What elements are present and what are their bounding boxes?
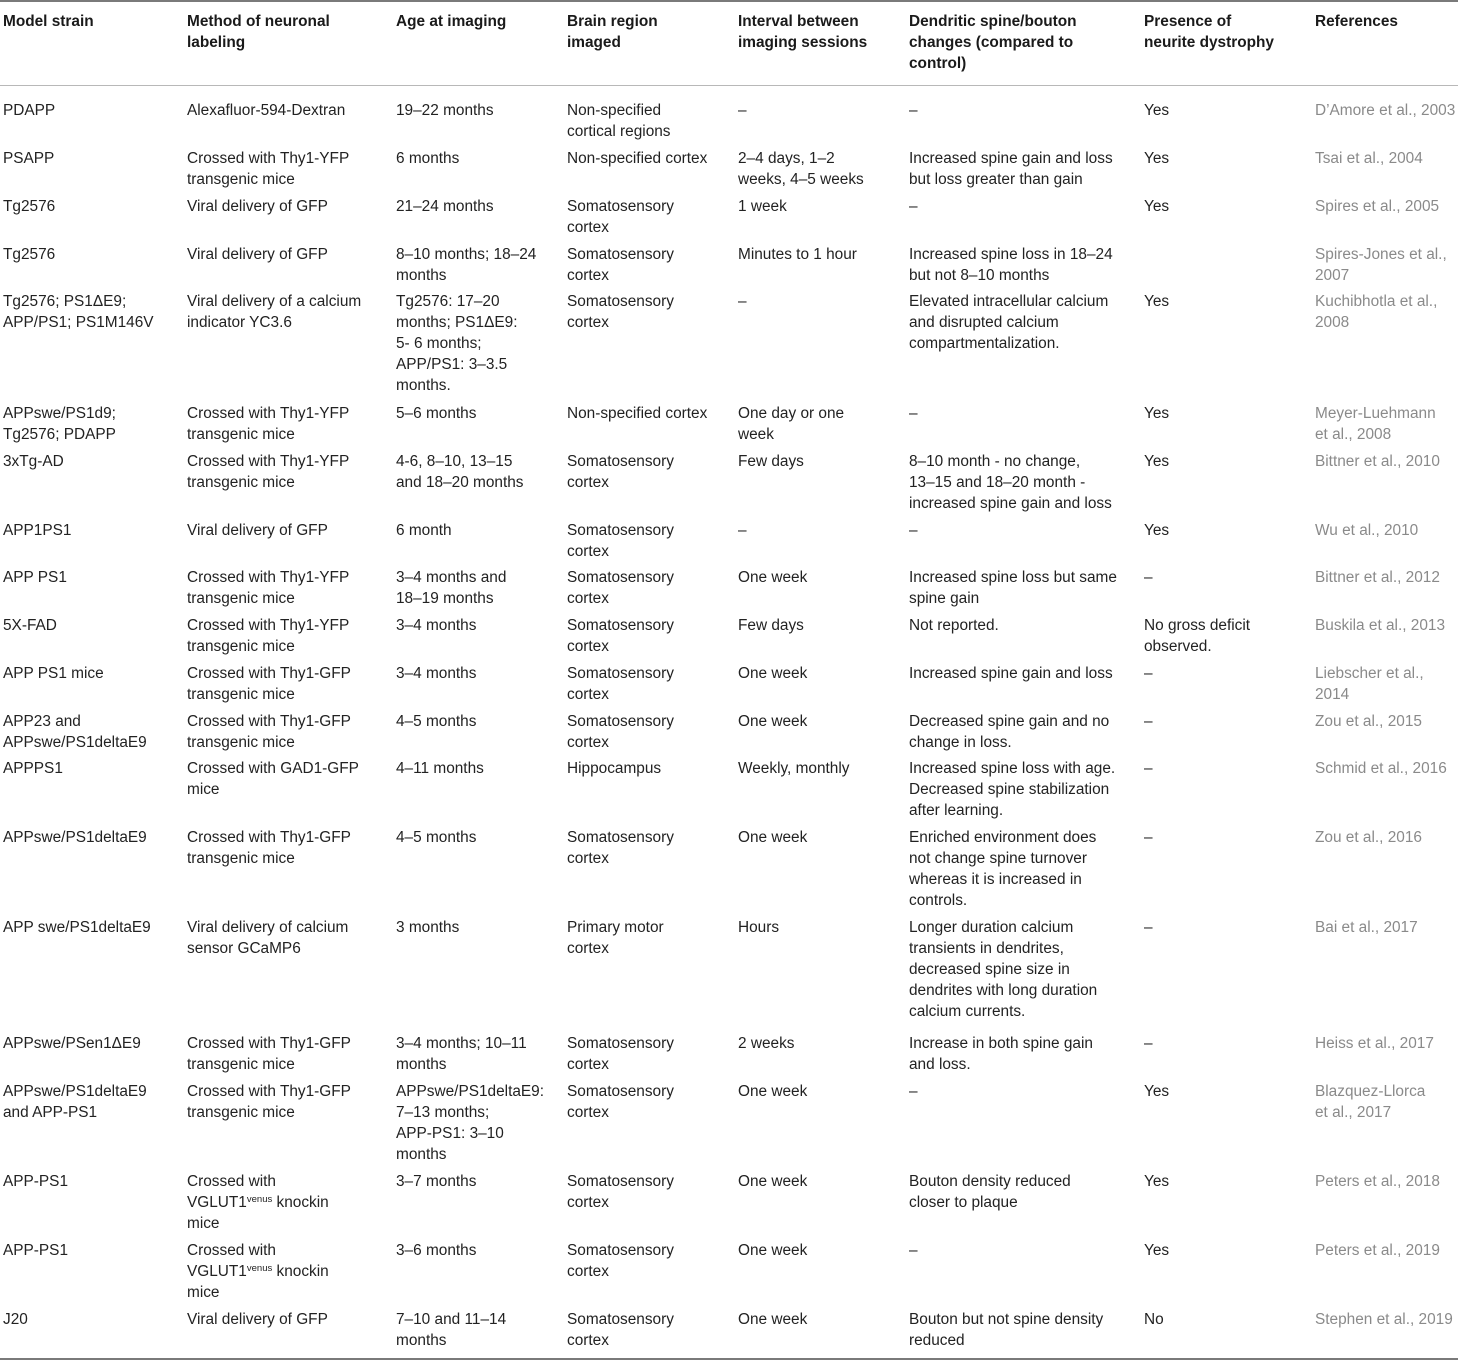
cell-imaging-interval: One week [738,569,808,586]
table-header-row [0,11,1458,81]
cell-model-strain: 3xTg-AD [3,453,64,470]
cell-model-strain: APP PS1 [3,569,67,586]
cell-model-strain: APP23 and APPswe/PS1deltaE9 [3,713,147,751]
cell-neurite-dystrophy: Yes [1144,102,1170,119]
cell-imaging-interval: One week [738,713,808,730]
cell-model-strain: 5X-FAD [3,617,57,634]
cell-labeling-method: Crossed with Thy1-GFP transgenic mice [187,665,351,703]
cell-spine-bouton-changes: – [909,198,918,215]
header-age-at-imaging: Age at imaging [396,13,507,30]
cell-spine-bouton-changes: Increased spine loss but same spine gain [909,569,1117,607]
cell-imaging-interval: Hours [738,919,780,936]
cell-brain-region: Somatosensory cortex [567,453,674,491]
cell-model-strain: J20 [3,1311,28,1328]
cell-labeling-method: Crossed with Thy1-GFP transgenic mice [187,829,351,867]
cell-labeling-method: Crossed with Thy1-YFP transgenic mice [187,453,350,491]
cell-spine-bouton-changes: Enriched environment does not change spine turnover whereas it is increased in controls. [909,829,1097,909]
cell-labeling-method: Crossed with $VGLUT1^{venus}$ knockin mice [187,1173,329,1232]
cell-reference: Blazquez-Llorca et al., 2017 [1315,1083,1426,1121]
cell-neurite-dystrophy: Yes [1144,453,1170,470]
cell-brain-region: Somatosensory cortex [567,198,674,236]
cell-imaging-interval: One day or one week [738,405,845,443]
cell-age-at-imaging: 4–5 months [396,713,477,730]
cell-model-strain: APP-PS1 [3,1173,69,1190]
cell-neurite-dystrophy: Yes [1144,1083,1170,1100]
cell-labeling-method: Viral delivery of GFP [187,198,328,215]
cell-spine-bouton-changes: Increased spine gain and loss but loss greater than gain [909,150,1113,188]
cell-reference: Meyer-Luehmann et al., 2008 [1315,405,1436,443]
cell-model-strain: PDAPP [3,102,56,119]
cell-model-strain: Tg2576; PS1ΔE9; APP/PS1; PS1M146V [3,293,154,331]
cell-imaging-interval: – [738,293,747,310]
cell-model-strain: Tg2576 [3,198,56,215]
cell-brain-region: Somatosensory cortex [567,713,674,751]
cell-imaging-interval: – [738,522,747,539]
cell-spine-bouton-changes: – [909,522,918,539]
cell-age-at-imaging: 3–4 months; 10–11 months [396,1035,527,1073]
header-rule [0,85,1458,86]
cell-spine-bouton-changes: Increased spine gain and loss [909,665,1113,682]
cell-reference: Liebscher et al., 2014 [1315,665,1424,703]
cell-model-strain: APPswe/PS1deltaE9 [3,829,147,846]
cell-imaging-interval: Few days [738,453,804,470]
cell-brain-region: Somatosensory cortex [567,1173,674,1211]
cell-spine-bouton-changes: Increase in both spine gain and loss. [909,1035,1093,1073]
cell-labeling-method: Viral delivery of GFP [187,522,328,539]
cell-reference: Wu et al., 2010 [1315,522,1419,539]
cell-neurite-dystrophy: Yes [1144,150,1170,167]
cell-age-at-imaging: 6 months [396,150,460,167]
cell-spine-bouton-changes: 8–10 month - no change, 13–15 and 18–20 month - increased spine gain and loss [909,453,1112,512]
cell-imaging-interval: Few days [738,617,804,634]
cell-age-at-imaging: 3–6 months [396,1242,477,1259]
cell-brain-region: Hippocampus [567,760,662,777]
cell-reference: Tsai et al., 2004 [1315,150,1423,167]
cell-imaging-interval: One week [738,665,808,682]
cell-spine-bouton-changes: Increased spine loss with age. Decreased spine stabilization after learning. [909,760,1116,819]
header-model-strain: Model strain [3,13,94,30]
cell-reference: Stephen et al., 2019 [1315,1311,1453,1328]
cell-age-at-imaging: 3–7 months [396,1173,477,1190]
cell-labeling-method: Crossed with Thy1-GFP transgenic mice [187,1083,351,1121]
cell-labeling-method: Viral delivery of GFP [187,1311,328,1328]
cell-labeling-method: Alexafluor-594-Dextran [187,102,346,119]
cell-reference: Bai et al., 2017 [1315,919,1418,936]
cell-imaging-interval: 1 week [738,198,787,215]
cell-model-strain: APPswe/PS1deltaE9 and APP-PS1 [3,1083,147,1121]
cell-spine-bouton-changes: Bouton density reduced closer to plaque [909,1173,1071,1211]
cell-brain-region: Non-specified cortex [567,405,708,422]
cell-neurite-dystrophy: – [1144,569,1153,586]
cell-reference: Bittner et al., 2012 [1315,569,1440,586]
cell-spine-bouton-changes: Increased spine loss in 18–24 but not 8–10 months [909,246,1113,284]
cell-reference: Kuchibhotla et al., 2008 [1315,293,1438,331]
cell-labeling-method: Crossed with Thy1-YFP transgenic mice [187,617,350,655]
cell-model-strain: APP PS1 mice [3,665,104,682]
header-spine-bouton-changes: Dendritic spine/bouton changes (compared to control) [909,13,1077,72]
cell-labeling-method: Crossed with $VGLUT1^{venus}$ knockin mice [187,1242,329,1301]
cell-spine-bouton-changes: Not reported. [909,617,999,634]
cell-age-at-imaging: 19–22 months [396,102,494,119]
cell-age-at-imaging: 4-6, 8–10, 13–15 and 18–20 months [396,453,524,491]
cell-spine-bouton-changes: – [909,1242,918,1259]
cell-labeling-method: Viral delivery of a calcium indicator YC3.6 [187,293,362,331]
cell-brain-region: Somatosensory cortex [567,1242,674,1280]
cell-brain-region: Somatosensory cortex [567,829,674,867]
cell-neurite-dystrophy: Yes [1144,522,1170,539]
cell-labeling-method: Viral delivery of calcium sensor GCaMP6 [187,919,349,957]
cell-age-at-imaging: 8–10 months; 18–24 months [396,246,537,284]
cell-age-at-imaging: 6 month [396,522,452,539]
cell-reference: Peters et al., 2018 [1315,1173,1440,1190]
cell-imaging-interval: 2–4 days, 1–2 weeks, 4–5 weeks [738,150,864,188]
cell-model-strain: APPswe/PS1d9; Tg2576; PDAPP [3,405,116,443]
cell-labeling-method: Crossed with Thy1-YFP transgenic mice [187,150,350,188]
cell-model-strain: Tg2576 [3,246,56,263]
cell-neurite-dystrophy: – [1144,919,1153,936]
cell-reference: Bittner et al., 2010 [1315,453,1440,470]
cell-neurite-dystrophy: – [1144,760,1153,777]
cell-reference: Spires et al., 2005 [1315,198,1440,215]
cell-imaging-interval: One week [738,829,808,846]
cell-labeling-method: Viral delivery of GFP [187,246,328,263]
cell-spine-bouton-changes: Elevated intracellular calcium and disrupted calcium compartmentalization. [909,293,1109,352]
cell-imaging-interval: 2 weeks [738,1035,795,1052]
cell-brain-region: Somatosensory cortex [567,617,674,655]
cell-brain-region: Somatosensory cortex [567,1083,674,1121]
header-neurite-dystrophy: Presence of neurite dystrophy [1144,13,1274,51]
cell-imaging-interval: One week [738,1311,808,1328]
cell-neurite-dystrophy: Yes [1144,405,1170,422]
table-top-rule [0,0,1458,2]
cell-labeling-method: Crossed with Thy1-YFP transgenic mice [187,569,350,607]
cell-model-strain: APPswe/PSen1ΔE9 [3,1035,141,1052]
cell-age-at-imaging: 21–24 months [396,198,494,215]
cell-spine-bouton-changes: – [909,102,918,119]
cell-age-at-imaging: 3–4 months and 18–19 months [396,569,507,607]
table-bottom-rule [0,1358,1458,1360]
cell-imaging-interval: – [738,102,747,119]
cell-imaging-interval: One week [738,1242,808,1259]
cell-age-at-imaging: APPswe/PS1deltaE9: 7–13 months; APP-PS1: 3–10 months [396,1083,545,1163]
cell-labeling-method: Crossed with GAD1-GFP mice [187,760,359,798]
header-brain-region: Brain region imaged [567,13,658,51]
cell-neurite-dystrophy: Yes [1144,198,1170,215]
cell-reference: Schmid et al., 2016 [1315,760,1447,777]
cell-neurite-dystrophy: – [1144,665,1153,682]
cell-spine-bouton-changes: – [909,1083,918,1100]
cell-imaging-interval: Minutes to 1 hour [738,246,857,263]
cell-model-strain: APPPS1 [3,760,63,777]
cell-model-strain: APP1PS1 [3,522,72,539]
cell-age-at-imaging: 3–4 months [396,617,477,634]
cell-age-at-imaging: 7–10 and 11–14 months [396,1311,507,1349]
cell-neurite-dystrophy: No gross deficit observed. [1144,617,1251,655]
cell-brain-region: Somatosensory cortex [567,1035,674,1073]
cell-imaging-interval: One week [738,1173,808,1190]
cell-spine-bouton-changes: – [909,405,918,422]
cell-age-at-imaging: 3 months [396,919,460,936]
cell-brain-region: Non-specified cortical regions [567,102,671,140]
cell-labeling-method: Crossed with Thy1-GFP transgenic mice [187,1035,351,1073]
cell-model-strain: APP swe/PS1deltaE9 [3,919,151,936]
cell-reference: Heiss et al., 2017 [1315,1035,1434,1052]
header-references: References [1315,13,1398,30]
cell-reference: Buskila et al., 2013 [1315,617,1446,634]
cell-neurite-dystrophy: – [1144,713,1153,730]
cell-spine-bouton-changes: Bouton but not spine density reduced [909,1311,1104,1349]
cell-brain-region: Somatosensory cortex [567,246,674,284]
cell-reference: D’Amore et al., 2003 [1315,102,1456,119]
cell-spine-bouton-changes: Decreased spine gain and no change in loss. [909,713,1110,751]
cell-reference: Zou et al., 2015 [1315,713,1422,730]
header-labeling-method: Method of neuronal labeling [187,13,330,51]
cell-neurite-dystrophy: No [1144,1311,1164,1328]
cell-age-at-imaging: 3–4 months [396,665,477,682]
cell-spine-bouton-changes: Longer duration calcium transients in dendrites, decreased spine size in dendrites with long duration calcium currents. [909,919,1098,1020]
cell-brain-region: Somatosensory cortex [567,522,674,560]
cell-neurite-dystrophy: – [1144,1035,1153,1052]
cell-labeling-method: Crossed with Thy1-GFP transgenic mice [187,713,351,751]
cell-imaging-interval: Weekly, monthly [738,760,850,777]
cell-neurite-dystrophy: Yes [1144,1173,1170,1190]
cell-imaging-interval: One week [738,1083,808,1100]
cell-age-at-imaging: 4–5 months [396,829,477,846]
cell-reference: Spires-Jones et al., 2007 [1315,246,1447,284]
cell-age-at-imaging: 4–11 months [396,760,484,777]
cell-model-strain: PSAPP [3,150,55,167]
cell-brain-region: Somatosensory cortex [567,569,674,607]
header-imaging-interval: Interval between imaging sessions [738,13,868,51]
cell-labeling-method: Crossed with Thy1-YFP transgenic mice [187,405,350,443]
cell-brain-region: Somatosensory cortex [567,1311,674,1349]
cell-neurite-dystrophy: Yes [1144,293,1170,310]
cell-neurite-dystrophy: – [1144,829,1153,846]
cell-brain-region: Non-specified cortex [567,150,708,167]
cell-reference: Zou et al., 2016 [1315,829,1422,846]
cell-reference: Peters et al., 2019 [1315,1242,1440,1259]
cell-model-strain: APP-PS1 [3,1242,69,1259]
cell-brain-region: Somatosensory cortex [567,665,674,703]
cell-brain-region: Primary motor cortex [567,919,664,957]
cell-brain-region: Somatosensory cortex [567,293,674,331]
cell-neurite-dystrophy: Yes [1144,1242,1170,1259]
cell-age-at-imaging: Tg2576: 17–20 months; PS1ΔE9: 5- 6 months; APP/PS1: 3–3.5 months. [396,293,518,394]
cell-age-at-imaging: 5–6 months [396,405,477,422]
